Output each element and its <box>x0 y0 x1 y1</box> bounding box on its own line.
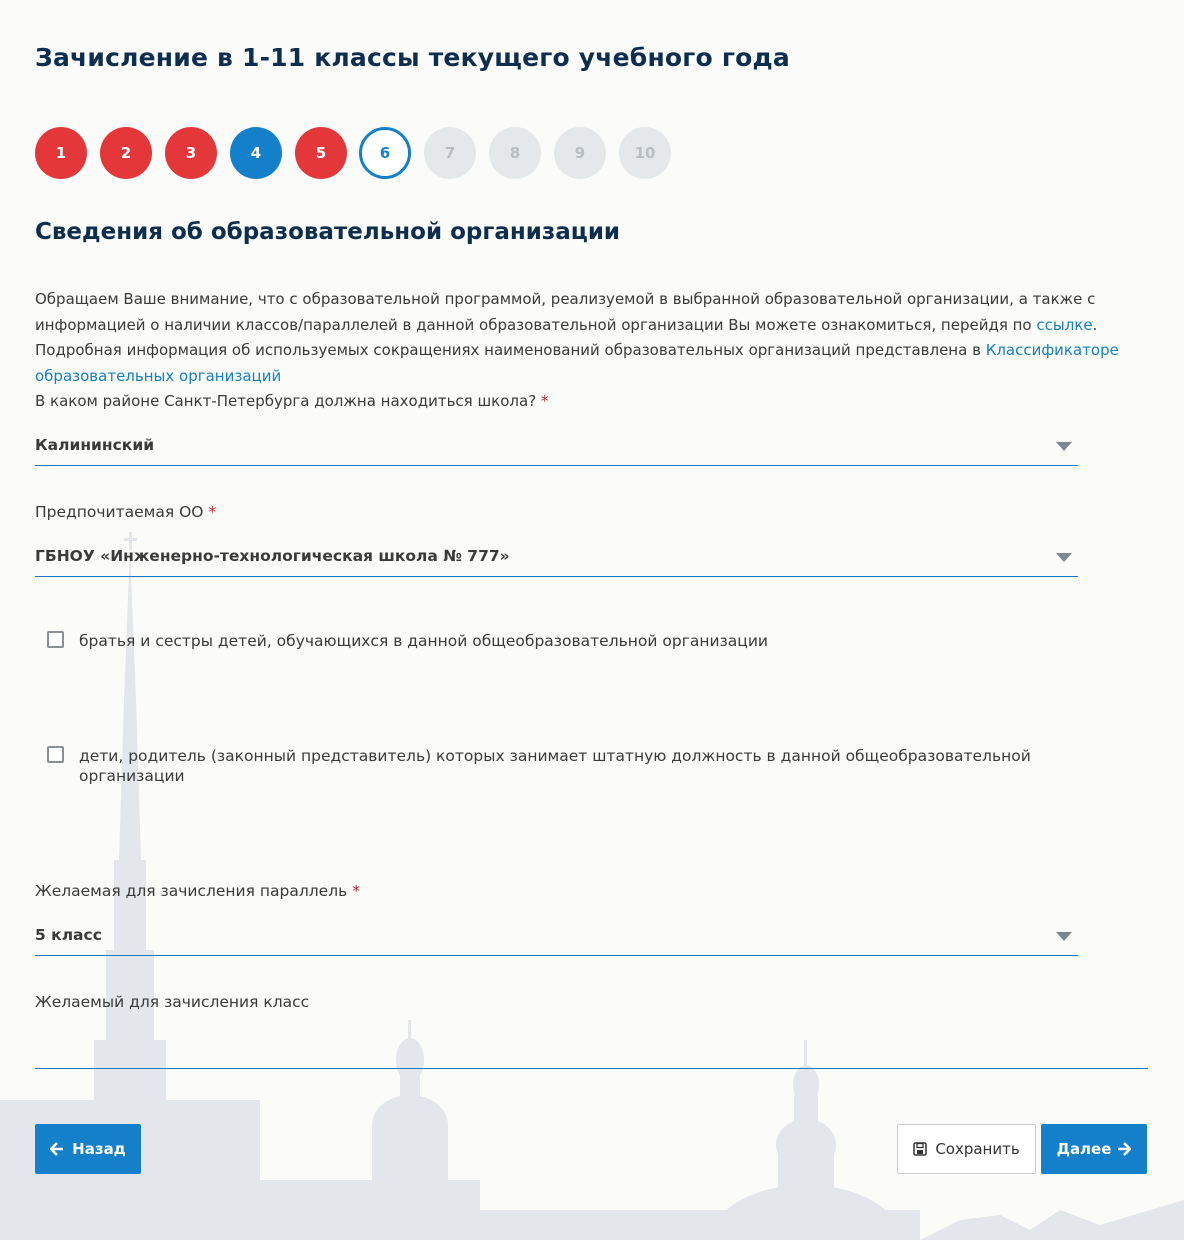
step-3[interactable]: 3 <box>165 127 217 179</box>
step-6[interactable]: 6 <box>359 127 411 179</box>
school-select-value: ГБНОУ «Инженерно-технологическая школа № 777» <box>35 547 510 565</box>
staff-checkbox[interactable] <box>47 746 64 763</box>
page-title: Зачисление в 1-11 классы текущего учебного года <box>35 43 790 72</box>
info-notice <box>35 287 1145 415</box>
district-select-value: Калининский <box>35 436 155 454</box>
class-input[interactable] <box>35 1026 1148 1069</box>
school-label: Предпочитаемая ОО <box>35 503 204 521</box>
required-mark: * <box>208 503 217 521</box>
staff-checkbox-label[interactable]: дети, родитель (законный представитель) которых занимает штатную должность в данной общеобразовательной организации <box>79 747 1031 785</box>
district-label: В каком районе Санкт-Петербурга должна находиться школа? <box>35 392 537 410</box>
grade-select[interactable] <box>35 914 1078 956</box>
section-title: Сведения об образовательной организации <box>35 219 621 245</box>
notice-text-1: Обращаем Ваше внимание, что с образовательной программой, реализуемой в выбранной образовательной организации, а также с информацией о наличии классов/параллелей в данной образовательной организации Вы можете ознакомиться, перейдя по <box>35 290 1096 334</box>
floppy-disk-icon <box>913 1142 927 1156</box>
grade-select-value: 5 класс <box>35 926 102 944</box>
link-classifier[interactable]: Классификаторе образовательных организаций <box>35 341 1119 385</box>
chevron-down-icon <box>1056 553 1072 562</box>
step-5[interactable]: 5 <box>295 127 347 179</box>
siblings-checkbox-label[interactable]: братья и сестры детей, обучающихся в данной общеобразовательной организации <box>79 632 768 650</box>
next-button[interactable] <box>1041 1124 1147 1174</box>
arrow-left-icon <box>50 1142 64 1156</box>
step-1[interactable]: 1 <box>35 127 87 179</box>
grade-label-row <box>35 882 360 900</box>
back-button[interactable] <box>35 1124 141 1174</box>
step-4[interactable]: 4 <box>230 127 282 179</box>
chevron-down-icon <box>1056 932 1072 941</box>
chevron-down-icon <box>1056 442 1072 451</box>
step-10: 10 <box>619 127 671 179</box>
required-mark: * <box>540 392 549 410</box>
link-programs[interactable]: ссылке <box>1036 315 1093 334</box>
school-label-row <box>35 503 216 521</box>
required-mark: * <box>352 882 360 900</box>
class-label: Желаемый для зачисления класс <box>35 993 310 1011</box>
notice-text-2: . Подробная информация об используемых сокращениях наименований образовательных организаций представлена в <box>35 315 1098 359</box>
step-7: 7 <box>424 127 476 179</box>
siblings-checkbox[interactable] <box>47 631 64 648</box>
step-2[interactable]: 2 <box>100 127 152 179</box>
step-9: 9 <box>554 127 606 179</box>
save-button[interactable] <box>897 1124 1036 1174</box>
school-select[interactable] <box>35 535 1078 577</box>
next-button-label: Далее <box>1056 1140 1112 1158</box>
district-select[interactable] <box>35 424 1078 466</box>
arrow-right-icon <box>1117 1142 1131 1156</box>
step-8: 8 <box>489 127 541 179</box>
back-button-label: Назад <box>72 1140 126 1158</box>
save-button-label: Сохранить <box>935 1140 1020 1158</box>
grade-label: Желаемая для зачисления параллель <box>35 882 348 900</box>
